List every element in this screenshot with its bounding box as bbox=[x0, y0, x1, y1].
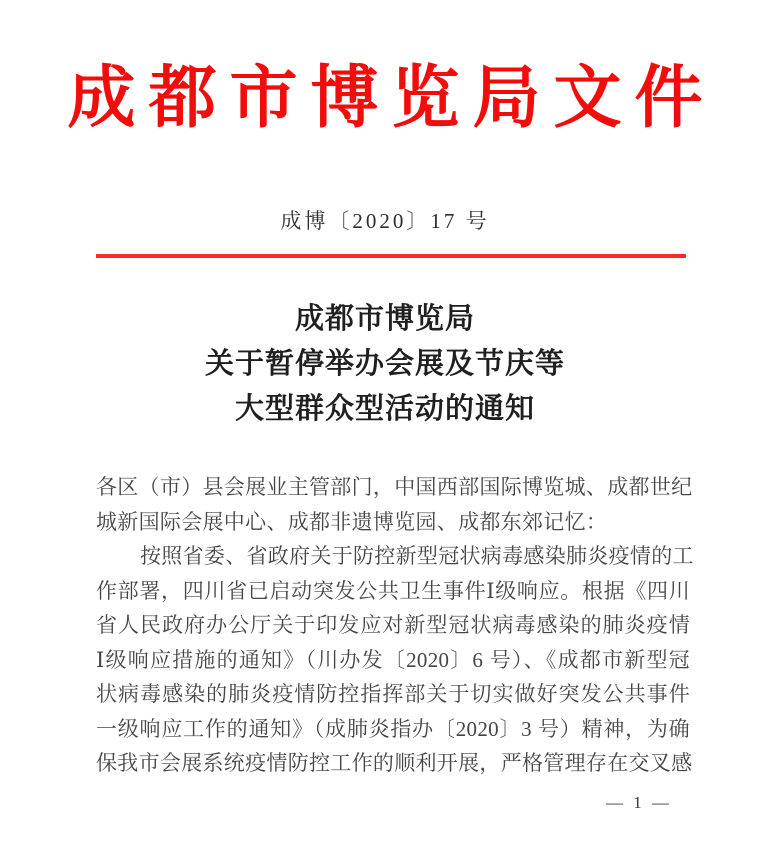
body-text-line: 保我市会展系统疫情防控工作的顺利开展，严格管理存在交叉感 bbox=[96, 751, 693, 775]
body-text-line: 各区（市）县会展业主管部门，中国西部国际博览城、成都世纪 bbox=[96, 475, 693, 499]
document-title-line: 大型群众型活动的通知 bbox=[234, 393, 535, 425]
document-title bbox=[0, 297, 770, 432]
document-body bbox=[96, 470, 694, 781]
body-text-line: 城新国际会展中心、成都非遗博览园、成都东郊记忆： bbox=[96, 509, 608, 534]
red-divider-line bbox=[96, 254, 686, 258]
body-text-line: 一级响应工作的通知》（成肺炎指办〔2020〕3 号）精神，为确 bbox=[96, 716, 690, 741]
body-text-line: Ⅰ级响应措施的通知》（川办发〔2020〕6 号）、《成都市新型冠 bbox=[96, 647, 690, 672]
body-text-line: 状病毒感染的肺炎疫情防控指挥部关于切实做好突发公共事件 bbox=[96, 682, 690, 706]
document-title-line: 关于暂停举办会展及节庆等 bbox=[204, 348, 565, 380]
document-reference-number: 成博〔2020〕17 号 bbox=[280, 209, 490, 233]
body-text-line: 按照省委、省政府关于防控新型冠状病毒感染肺炎疫情的工 bbox=[140, 544, 694, 568]
body-text-line: 省人民政府办公厅关于印发应对新型冠状病毒感染的肺炎疫情 bbox=[96, 613, 690, 637]
document-title-line: 成都市博览局 bbox=[294, 303, 475, 335]
page-number: — 1 — bbox=[606, 793, 672, 812]
body-text-line: 作部署，四川省已启动突发公共卫生事件Ⅰ级响应。根据《四川 bbox=[96, 578, 690, 603]
agency-masthead-title: 成都市博览局文件 bbox=[67, 60, 716, 136]
